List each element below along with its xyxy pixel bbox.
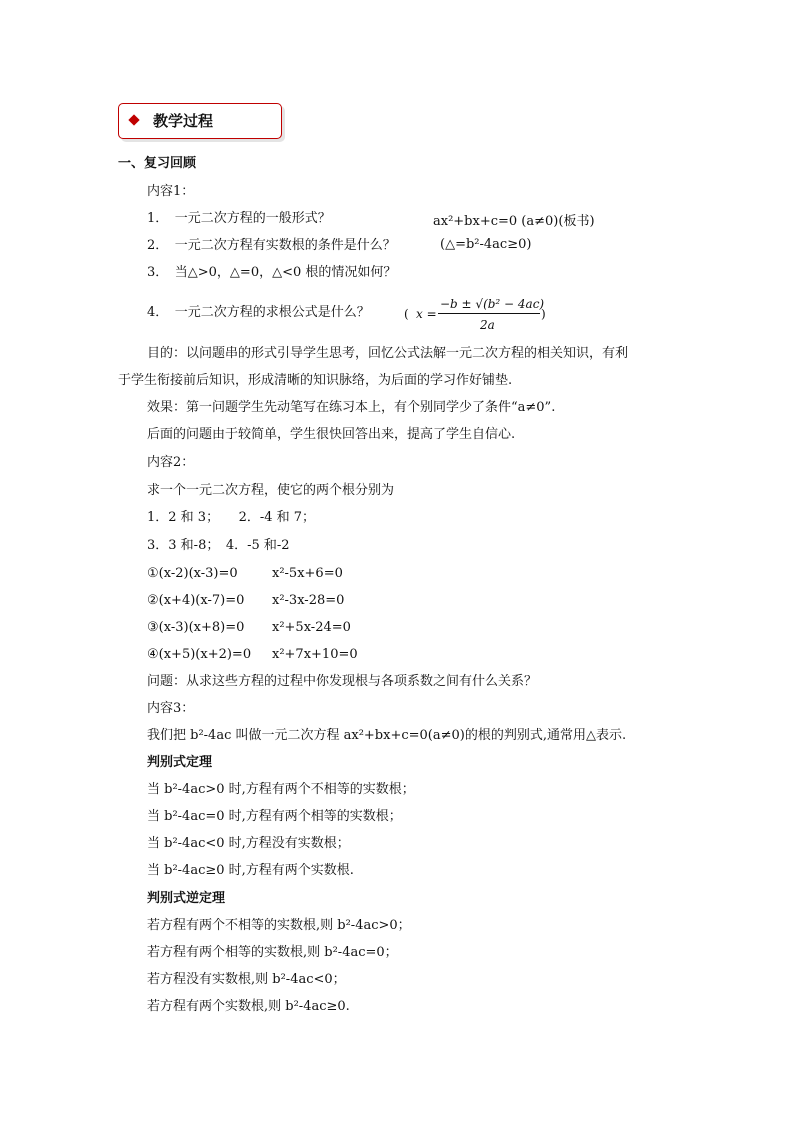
equation-factored-1: ①(x-2)(x-3)=0 xyxy=(147,566,238,581)
theorem-line-4: 当 b²-4ac≥0 时,方程有两个实数根. xyxy=(147,863,354,878)
formula-numerator: −b ± √(b² − 4ac) xyxy=(440,297,545,311)
answer-1: ax²+bx+c=0 (a≠0)(板书) xyxy=(433,214,595,229)
question-text: 问题：从求这些方程的过程中你发现根与各项系数之间有什么关系？ xyxy=(147,674,538,689)
section-title-box xyxy=(118,103,282,139)
heading-review: 一、复习回顾 xyxy=(118,156,197,171)
answer-2: (△=b²-4ac≥0) xyxy=(440,237,532,252)
content1-label: 内容1： xyxy=(147,184,195,199)
content3-label: 内容3： xyxy=(147,701,195,716)
effect-line-2: 后面的问题由于较简单，学生很快回答出来，提高了学生自信心. xyxy=(147,427,516,442)
equation-expanded-3: x²+5x-24=0 xyxy=(272,620,351,635)
equation-factored-4: ④(x+5)(x+2)=0 xyxy=(147,647,252,662)
question-1: 1． 一元二次方程的一般形式？ xyxy=(147,211,331,226)
section-title: 教学过程 xyxy=(153,112,214,130)
converse-line-3: 若方程没有实数根,则 b²-4ac<0； xyxy=(147,972,346,987)
equation-expanded-2: x²-3x-28=0 xyxy=(272,593,345,608)
formula-denominator: 2a xyxy=(480,318,495,332)
fraction-bar xyxy=(438,313,540,314)
formula-lhs: x = xyxy=(416,307,437,321)
purpose-line-1: 目的：以问题串的形式引导学生思考，回忆公式法解一元二次方程的相关知识，有利 xyxy=(147,346,629,361)
definition-text: 我们把 b²-4ac 叫做一元二次方程 ax²+bx+c=0(a≠0)的根的判别式,通常用△表示. xyxy=(147,728,627,743)
formula-open-paren: ( xyxy=(404,307,409,321)
effect-line-1: 效果：第一问题学生先动笔写在练习本上，有个别同学少了条件“a≠0”. xyxy=(147,400,556,415)
theorem-title: 判别式定理 xyxy=(147,755,213,770)
equation-factored-2: ②(x+4)(x-7)=0 xyxy=(147,593,245,608)
roots-line-1: 1．2 和 3； 2．-4 和 7； xyxy=(147,510,316,525)
roots-line-2: 3．3 和-8； 4．-5 和-2 xyxy=(147,538,290,553)
task-text: 求一个一元二次方程，使它的两个根分别为 xyxy=(147,483,395,498)
question-2: 2． 一元二次方程有实数根的条件是什么？ xyxy=(147,238,396,253)
diamond-bullet-icon xyxy=(128,114,139,125)
question-4: 4． 一元二次方程的求根公式是什么？ xyxy=(147,305,370,320)
theorem-line-1: 当 b²-4ac>0 时,方程有两个不相等的实数根； xyxy=(147,782,415,797)
converse-title: 判别式逆定理 xyxy=(147,891,226,906)
equation-expanded-1: x²-5x+6=0 xyxy=(272,566,343,581)
equation-expanded-4: x²+7x+10=0 xyxy=(272,647,358,662)
converse-line-4: 若方程有两个实数根,则 b²-4ac≥0. xyxy=(147,999,350,1014)
quadratic-formula xyxy=(404,296,554,336)
theorem-line-3: 当 b²-4ac<0 时,方程没有实数根； xyxy=(147,836,350,851)
content2-label: 内容2： xyxy=(147,455,195,470)
question-3: 3． 当△>0，△=0，△<0 根的情况如何？ xyxy=(147,265,397,280)
equation-factored-3: ③(x-3)(x+8)=0 xyxy=(147,620,245,635)
theorem-line-2: 当 b²-4ac=0 时,方程有两个相等的实数根； xyxy=(147,809,402,824)
converse-line-2: 若方程有两个相等的实数根,则 b²-4ac=0； xyxy=(147,945,398,960)
formula-close-paren: ) xyxy=(541,307,546,321)
purpose-line-2: 于学生衔接前后知识，形成清晰的知识脉络，为后面的学习作好铺垫. xyxy=(118,373,513,388)
converse-line-1: 若方程有两个不相等的实数根,则 b²-4ac>0； xyxy=(147,918,411,933)
